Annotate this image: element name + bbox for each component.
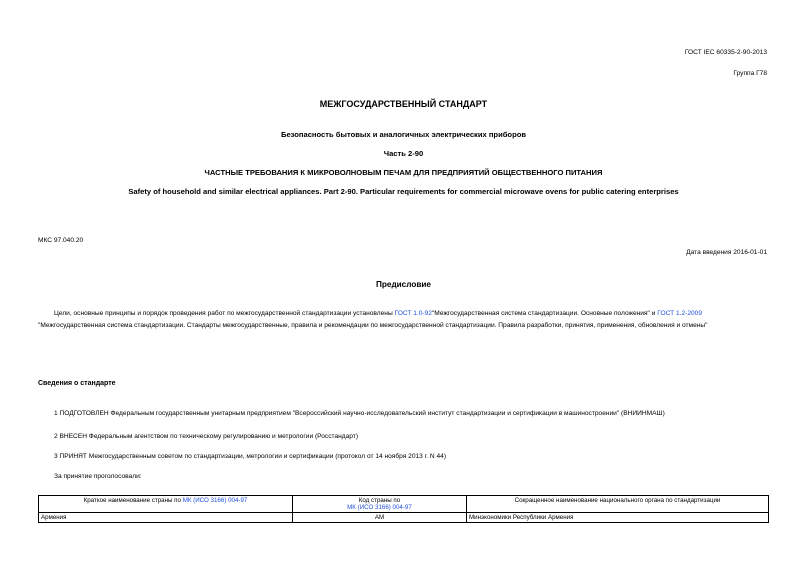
table-row xyxy=(39,513,769,523)
column-header-country: Краткое наименование страны по МК (ИСО 3166) 004-97 xyxy=(39,496,293,513)
column-header-code: Код страны по МК (ИСО 3166) 004-97 xyxy=(293,496,467,513)
intro-date: Дата введения 2016-01-01 xyxy=(686,249,767,256)
national-body-cell: Минэкономики Республики Армения xyxy=(467,513,769,523)
mks-code: МКС 97.040.20 xyxy=(38,237,84,244)
foreword-text-2: "Межгосударственная система стандартизации. Основные положения" и xyxy=(431,310,656,317)
standard-english-title: Safety of household and similar electrical appliances. Part 2-90. Particular requirements for commercial microwave ovens for public catering enterprises xyxy=(128,187,679,196)
table-header-row xyxy=(39,496,769,513)
info-item-3: 3 ПРИНЯТ Межгосударственным советом по стандартизации, метрологии и сертификации (протокол от 14 ноября 2013 г. N 44) xyxy=(54,453,447,460)
standard-requirements-title: ЧАСТНЫЕ ТРЕБОВАНИЯ К МИКРОВОЛНОВЫМ ПЕЧАМ ДЛЯ ПРЕДПРИЯТИЙ ОБЩЕСТВЕННОГО ПИТАНИЯ xyxy=(204,168,603,177)
document-group: Группа Г78 xyxy=(733,70,767,77)
standard-part: Часть 2-90 xyxy=(383,149,424,158)
gost-1-2-2009-link[interactable]: ГОСТ 1.2-2009 xyxy=(657,310,703,317)
foreword-heading: Предисловие xyxy=(376,280,431,289)
country-code-cell: AM xyxy=(293,513,467,523)
standard-subject: Безопасность бытовых и аналогичных электрических приборов xyxy=(280,130,527,139)
foreword-text-3: "Межгосударственная система стандартизации. Стандарты межгосударственные, правила и рекомендации по межгосударственной стандартизации. Правила разработки, принятия, применения, обновления и отмены" xyxy=(38,322,708,329)
mk-iso-3166-code-link[interactable]: МК (ИСО 3166) 004-97 xyxy=(347,504,412,511)
gost-1-0-92-link[interactable]: ГОСТ 1.0-92 xyxy=(394,310,432,317)
info-item-1: 1 ПОДГОТОВЛЕН Федеральным государственным унитарным предприятием "Всероссийский научно-исследовательский институт стандартизации и сертификации в машиностроении" (ВНИИНМАШ) xyxy=(54,410,665,417)
info-item-2: 2 ВНЕСЕН Федеральным агентством по техническому регулированию и метрологии (Росстандарт) xyxy=(54,433,359,440)
info-heading: Сведения о стандарте xyxy=(38,380,116,387)
country-cell: Армения xyxy=(39,513,293,523)
foreword-line-1 xyxy=(54,310,702,317)
standard-type-heading: МЕЖГОСУДАРСТВЕННЫЙ СТАНДАРТ xyxy=(319,99,488,109)
voting-countries-table xyxy=(38,495,769,523)
voted-label: За принятие проголосовали: xyxy=(54,473,142,480)
column-header-national-body: Сокращенное наименование национального органа по стандартизации xyxy=(467,496,769,513)
mk-iso-3166-link[interactable]: МК (ИСО 3166) 004-97 xyxy=(182,497,248,504)
document-id: ГОСТ IEC 60335-2-90-2013 xyxy=(684,49,767,56)
foreword-text-1: Цели, основные принципы и порядок проведения работ по межгосударственной стандартизации установлены xyxy=(54,310,393,317)
